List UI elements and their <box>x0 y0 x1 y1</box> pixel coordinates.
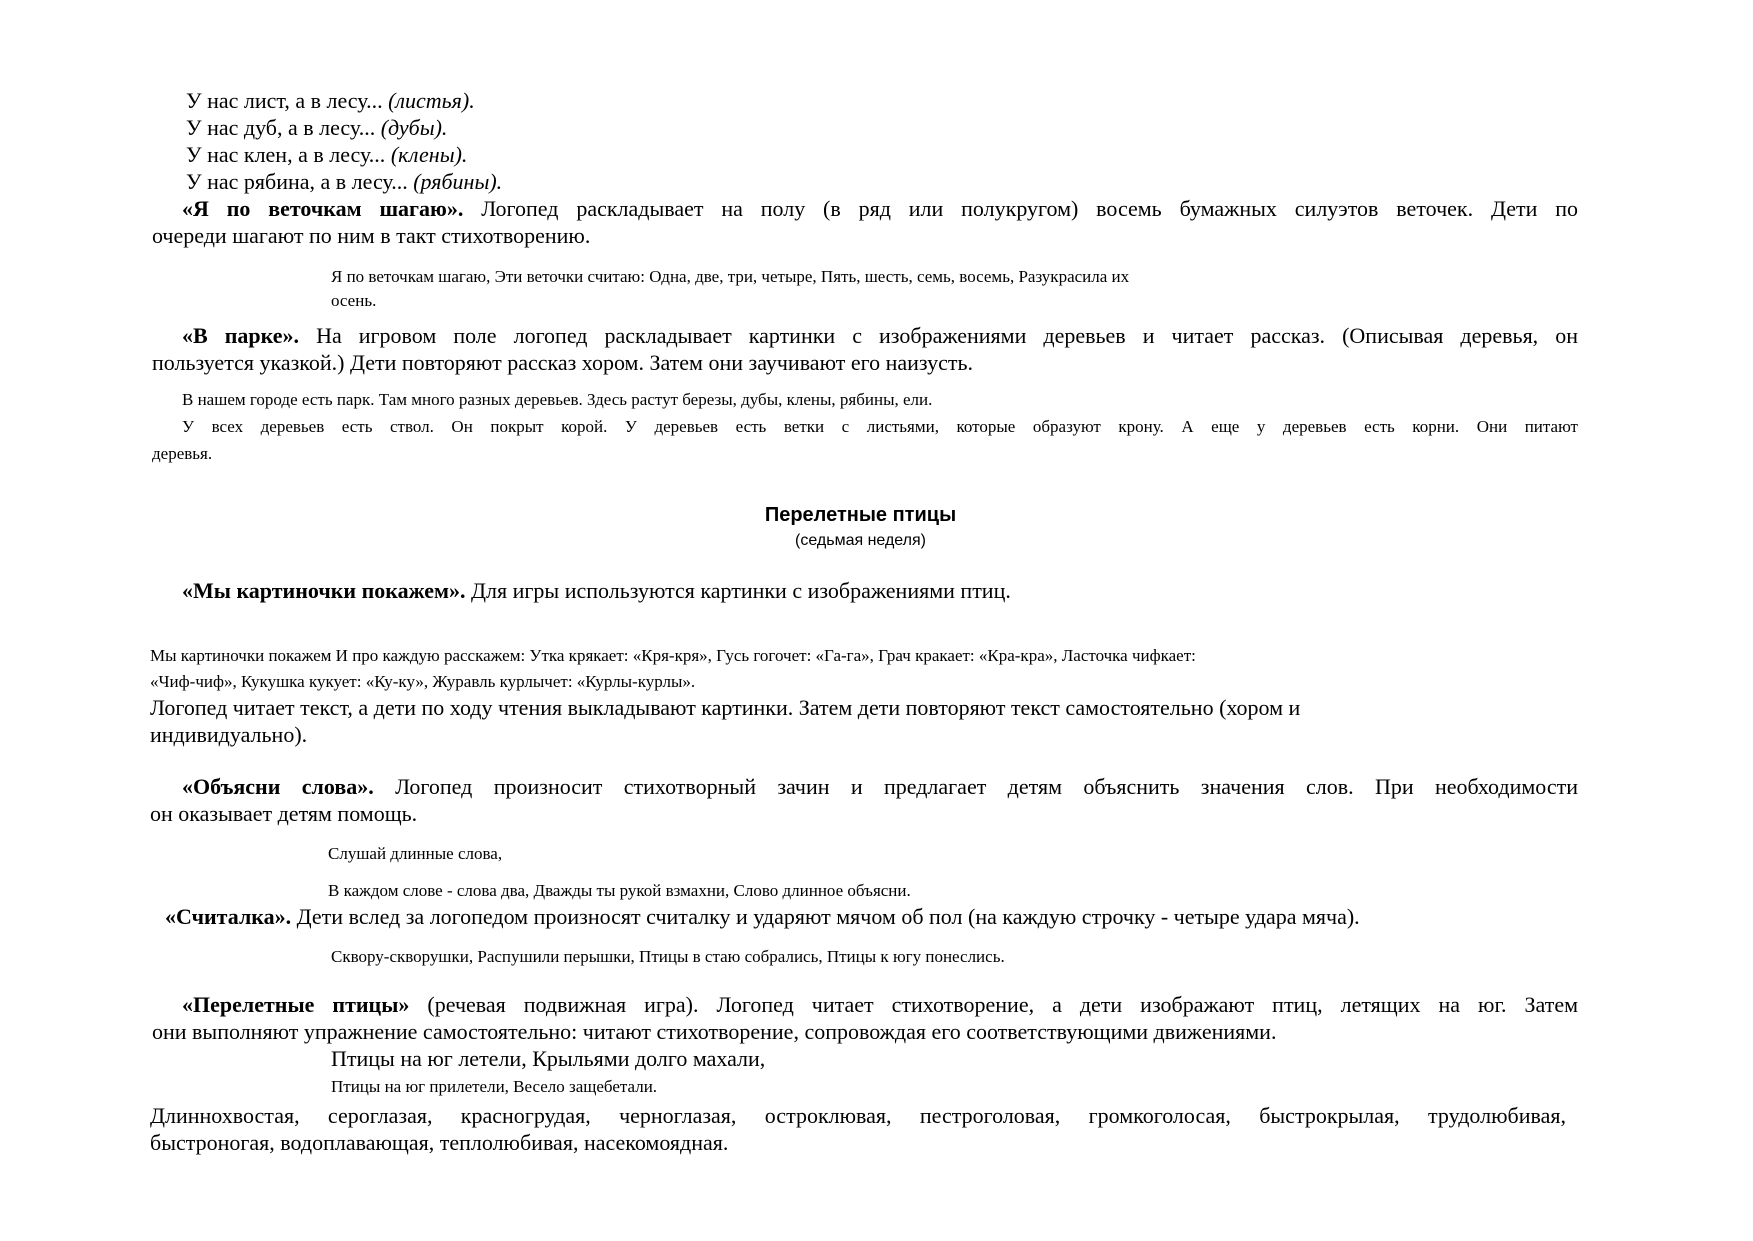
branches-poem-line-2: осень. <box>331 291 377 310</box>
leaves-answer: (рябины). <box>413 169 503 194</box>
explain-title: «Объясни слова». <box>182 774 374 799</box>
leaves-text: У нас лист, а в лесу... <box>186 88 383 113</box>
explain-paragraph-line-1: «Объясни слова». Логопед произносит стихотворный зачин и предлагает детям объяснить значения слов. При необходимости <box>182 774 1578 799</box>
pictures-poem-line-1: Мы картиночки покажем И про каждую расскажем: Утка крякает: «Кря-кря», Гусь гогочет: «Га-га», Грач кракает: «Кра-кра», Ласточка чифкает: <box>150 646 1196 665</box>
leaves-text: У нас клен, а в лесу... <box>186 142 386 167</box>
pictures-poem-line-2: «Чиф-чиф», Кукушка кукует: «Ку-ку», Журавль курлычет: «Курлы-курлы». <box>150 672 696 691</box>
park-paragraph-line-1: «В парке». На игровом поле логопед раскладывает картинки с изображениями деревьев и читает рассказ. (Описывая деревья, он <box>182 323 1578 348</box>
section-title: Перелетные птицы <box>764 504 957 526</box>
leaves-answer: (клены). <box>390 142 468 167</box>
branches-paragraph-line-1: «Я по веточкам шагаю». Логопед раскладывает на полу (в ряд или полукругом) восемь бумажных силуэтов веточек. Дети по <box>182 196 1578 221</box>
count-paragraph-line-1: «Считалка». Дети вслед за логопедом произносят считалку и ударяют мячом об пол (на каждую строчку - четыре удара мяча). <box>165 904 1360 929</box>
explain-paragraph-line-2: он оказывает детям помощь. <box>150 801 418 826</box>
park-story-line-1: В нашем городе есть парк. Там много разных деревьев. Здесь растут березы, дубы, клены, рябины, ели. <box>182 390 933 409</box>
migratory-poem-line-1: Птицы на юг летели, Крыльями долго махали, <box>331 1046 766 1071</box>
park-paragraph-line-2: пользуется указкой.) Дети повторяют рассказ хором. Затем они заучивают его наизусть. <box>152 350 974 375</box>
leaves-line-2 <box>186 117 447 139</box>
leaves-answer: (листья). <box>388 88 475 113</box>
branches-paragraph-line-2: очереди шагают по ним в такт стихотворению. <box>152 223 591 248</box>
branches-title: «Я по веточкам шагаю». <box>182 196 464 221</box>
pictures-after-line-2: индивидуально). <box>150 722 308 747</box>
migratory-paragraph-line-1: «Перелетные птицы» (речевая подвижная игра). Логопед читает стихотворение, а дети изображают птиц, летящих на юг. Затем <box>182 992 1579 1017</box>
park-story-line-2: У всех деревьев есть ствол. Он покрыт корой. У деревьев есть ветки с листьями, которые образуют крону. А еще у деревьев есть корни. Они питают <box>182 417 1578 436</box>
leaves-line-4 <box>186 171 502 193</box>
pictures-after-line-1: Логопед читает текст, а дети по ходу чтения выкладывают картинки. Затем дети повторяют текст самостоятельно (хором и <box>150 695 1301 720</box>
park-story-line-3: деревья. <box>152 444 213 463</box>
pictures-paragraph-line-1: «Мы картиночки покажем». Для игры используются картинки с изображениями птиц. <box>182 578 1011 603</box>
leaves-text: У нас дуб, а в лесу... <box>186 115 376 140</box>
migratory-paragraph-line-2: они выполняют упражнение самостоятельно: читают стихотворение, сопровождая его соответствующими движениями. <box>152 1019 1277 1044</box>
migratory-title: «Перелетные птицы» <box>182 992 410 1017</box>
explain-poem-line-1: Слушай длинные слова, <box>328 844 503 863</box>
park-title: «В парке». <box>182 323 300 348</box>
leaves-answer: (дубы). <box>380 115 448 140</box>
leaves-line-3 <box>186 144 467 166</box>
section-subtitle: (седьмая неделя) <box>795 532 926 549</box>
count-title: «Считалка». <box>165 904 292 929</box>
migratory-poem-line-2: Птицы на юг прилетели, Весело защебетали. <box>331 1077 658 1096</box>
count-poem-line-1: Сквору-скворушки, Распушили перышки, Птицы в стаю собрались, Птицы к югу понеслись. <box>331 947 1005 966</box>
explain-poem-line-2: В каждом слове - слова два, Дважды ты рукой взмахни, Слово длинное объясни. <box>328 881 911 900</box>
leaves-line-1 <box>186 90 475 112</box>
words-line-1: Длиннохвостая, сероглазая, красногрудая, черноглазая, остроклювая, пестроголовая, громкоголосая, быстрокрылая, трудолюбивая, <box>150 1103 1566 1128</box>
leaves-text: У нас рябина, а в лесу... <box>186 169 408 194</box>
branches-poem-line-1: Я по веточкам шагаю, Эти веточки считаю: Одна, две, три, четыре, Пять, шесть, семь, восемь, Разукрасила их <box>331 267 1130 286</box>
words-line-2: быстроногая, водоплавающая, теплолюбивая, насекомоядная. <box>150 1130 729 1155</box>
pictures-title: «Мы картиночки покажем». <box>182 578 466 603</box>
